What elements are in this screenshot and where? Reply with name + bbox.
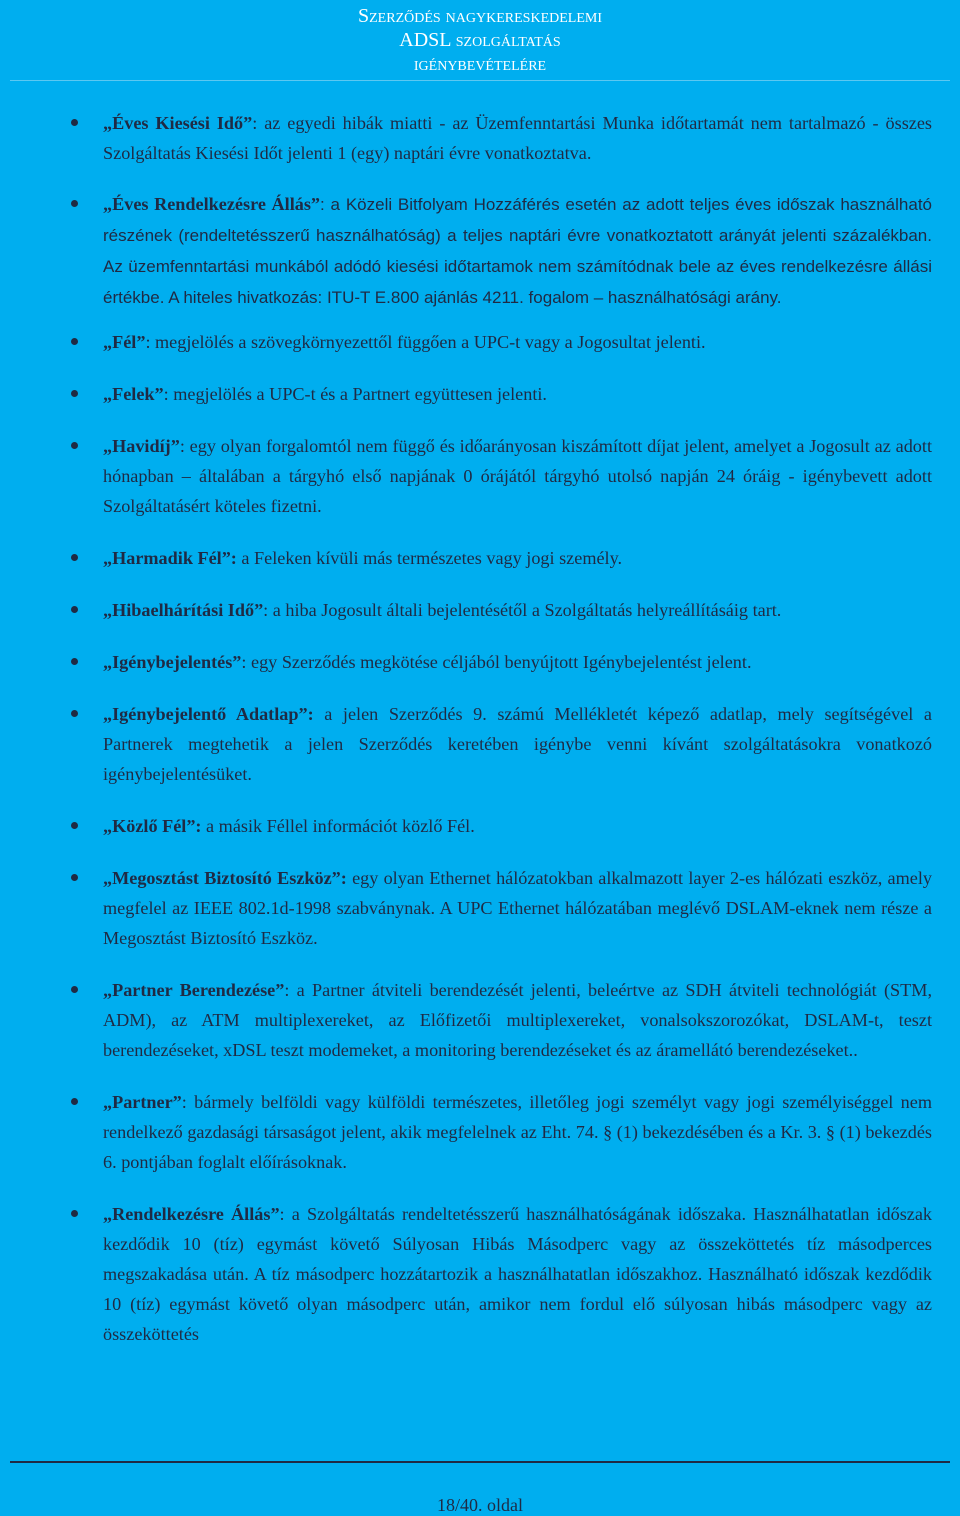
definition-item bbox=[103, 189, 932, 313]
definition-item bbox=[103, 1087, 932, 1177]
definition-text: : bármely belföldi vagy külföldi természetes, illetőleg jogi személyt vagy jogi személyiséggel nem rendelkező gazdasági társaságot jelent, akik megfelelnek az Eht. 74. § (1) bekezdésében és a Kr. 3. § (1) bekezdés 6. pontjában foglalt előírásoknak. bbox=[103, 1092, 932, 1172]
definition-item bbox=[103, 379, 932, 409]
definition-item bbox=[103, 699, 932, 789]
definition-item bbox=[103, 863, 932, 953]
definition-term: „Rendelkezésre Állás” bbox=[103, 1204, 280, 1224]
definition-term: „Fél” bbox=[103, 332, 146, 352]
definition-text: a Feleken kívüli más természetes vagy jogi személy. bbox=[236, 548, 623, 568]
definition-text: : megjelölés a UPC-t és a Partnert együttesen jelenti. bbox=[163, 384, 547, 404]
definition-item bbox=[103, 543, 932, 573]
definition-term: „Éves Rendelkezésre Állás” bbox=[103, 194, 321, 214]
definition-text: : a Partner átviteli berendezését jelenti, beleértve az SDH átviteli technológiát (STM, ADM), az ATM multiplexereket, az Előfizetői multiplexereket, vonalsokszorozókat, DSLAM-t, teszt berendezéseket, xDSL teszt modemeket, a monitoring berendezéseket és az áramellátó berendezéseket.. bbox=[103, 980, 932, 1060]
header-divider bbox=[10, 80, 950, 81]
definition-text: : a hiba Jogosult általi bejelentésétől a Szolgáltatás helyreállításáig tart. bbox=[263, 600, 782, 620]
document-header bbox=[0, 4, 960, 76]
definition-term: „Közlő Fél”: bbox=[103, 816, 202, 836]
definition-text: a másik Féllel információt közlő Fél. bbox=[201, 816, 475, 836]
definition-term: „Hibaelhárítási Idő” bbox=[103, 600, 264, 620]
definition-item bbox=[103, 811, 932, 841]
definition-item bbox=[103, 431, 932, 521]
definition-term: „Havidíj” bbox=[103, 436, 180, 456]
definition-term: „Partner” bbox=[103, 1092, 182, 1112]
definition-term: „Igénybejelentés” bbox=[103, 652, 242, 672]
definition-term: „Éves Kiesési Idő” bbox=[103, 113, 253, 133]
definition-text: Az üzemfenntartási munkából adódó kiesési időtartamok nem számítódnak bele az éves rendelkezésre állási értékbe. A hiteles hivatkozás: ITU-T E.800 ajánlás 4211. fogalom – használhatósági arány. bbox=[103, 257, 932, 307]
definition-term: „Partner Berendezése” bbox=[103, 980, 285, 1000]
definition-item bbox=[103, 1199, 932, 1349]
definition-text: egy olyan Ethernet hálózatokban alkalmazott layer 2-es hálózati eszköz, amely megfelel az IEEE 802.1d-1998 szabványnak. A UPC Ethernet hálózatában meglévő DSLAM-eknek nem része a Megosztást Biztosító Eszköz. bbox=[103, 868, 933, 948]
header-line-1: Szerződés nagykereskedelemi bbox=[358, 5, 602, 27]
definition-text: : a Közeli Bitfolyam Hozzáférés esetén az adott teljes éves időszak használható részének (rendeltetésszerű használhatóság) a teljes naptári évre vonatkoztatott arányát jelenti százalékban. bbox=[103, 195, 933, 245]
definition-item bbox=[103, 108, 932, 168]
definition-term: „Harmadik Fél”: bbox=[103, 548, 237, 568]
definition-list bbox=[0, 108, 960, 1349]
definition-item bbox=[103, 327, 932, 357]
definition-text: : egy Szerződés megkötése céljából benyújtott Igénybejelentést jelent. bbox=[241, 652, 752, 672]
footer-divider bbox=[10, 1461, 950, 1463]
definition-term: „Felek” bbox=[103, 384, 164, 404]
header-line-3: igénybevételére bbox=[413, 53, 547, 75]
definition-item bbox=[103, 647, 932, 677]
definition-text: : egy olyan forgalomtól nem függő és időarányosan kiszámított díjat jelent, amelyet a Jogosult az adott hónapban – általában a tárgyhó első napjának 0 órájától tárgyhó utolsó napján 24 óráig - igénybevett adott Szolgáltatásért köteles fizetni. bbox=[103, 436, 932, 516]
definition-term: „Igénybejelentő Adatlap”: bbox=[103, 704, 314, 724]
page-number: 18/40. oldal bbox=[437, 1495, 523, 1515]
definition-text: : a Szolgáltatás rendeltetésszerű használhatóságának időszaka. Használhatatlan időszak kezdődik 10 (tíz) egymást követő Súlyosan Hibás Másodperc vagy az összeköttetés tíz másodperces megszakadása után. A tíz másodperc hozzátartozik a használhatatlan időszakhoz. Használható időszak kezdődik 10 (tíz) egymást követő olyan másodperc után, amikor nem fordul elő súlyosan hibás másodperc vagy az összeköttetés bbox=[103, 1204, 933, 1344]
definition-text: a jelen Szerződés 9. számú Mellékletét képező adatlap, mely segítségével a Partnerek megtehetik a jelen Szerződés keretében igénybe venni kívánt szolgáltatásokra vonatkozó igénybejelentésüket. bbox=[103, 704, 933, 784]
definition-item bbox=[103, 595, 932, 625]
header-line-2: ADSL szolgáltatás bbox=[399, 29, 561, 51]
definition-term: „Megosztást Biztosító Eszköz”: bbox=[103, 868, 347, 888]
definition-text: : az egyedi hibák miatti - az Üzemfenntartási Munka időtartamát nem tartalmazó - összes Szolgáltatás Kiesési Időt jelenti 1 (egy) naptári évre vonatkoztatva. bbox=[103, 113, 932, 163]
definition-item bbox=[103, 975, 932, 1065]
definition-text: : megjelölés a szövegkörnyezettől függően a UPC-t vagy a Jogosultat jelenti. bbox=[145, 332, 706, 352]
